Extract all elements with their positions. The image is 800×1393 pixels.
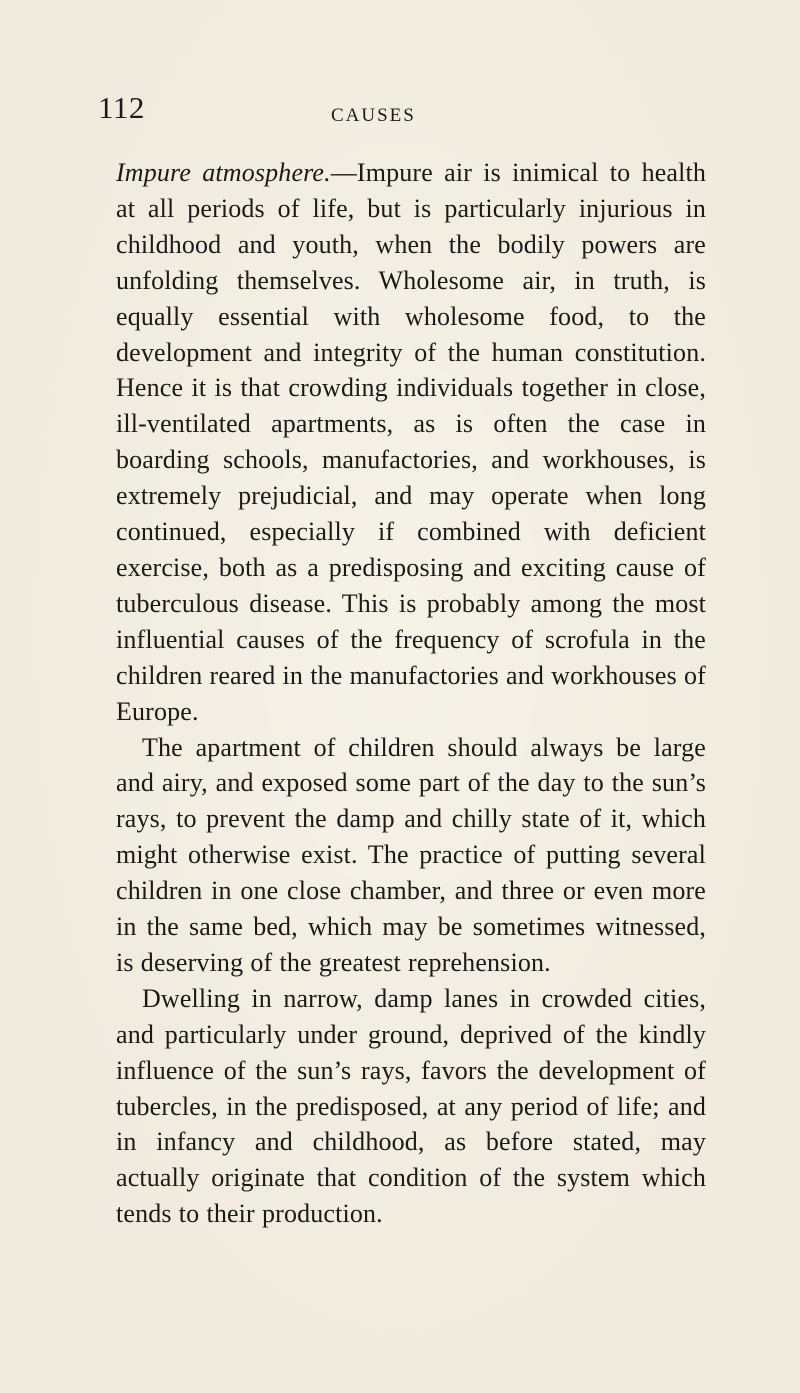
paragraph-apartment (116, 730, 706, 981)
body-text (116, 155, 706, 1232)
section-heading: Impure atmosphere. (116, 158, 331, 187)
paragraph-text: The apartment of children should always be large and airy, and exposed some part of the day to the sun’s rays, to prevent the damp and chilly state of it, which might otherwise exist. The practice of putting several children in one close chamber, and three or even more in the same bed, which may be sometimes witnessed, is deserving of the greatest reprehension. (116, 732, 706, 977)
paragraph-text: Dwelling in narrow, damp lanes in crowded cities, and particularly under ground, deprived of the kindly influence of the sun’s rays, favors the development of tubercles, in the predisposed, at any period of life; and in infancy and childhood, as before stated, may actually originate that condition of the system which tends to their production. (116, 983, 706, 1229)
page-number: 112 (98, 90, 145, 125)
paragraph-impure-atmosphere (116, 155, 706, 730)
running-head: CAUSES (331, 105, 416, 126)
paragraph-dwelling (116, 981, 706, 1232)
paragraph-text: —Impure air is inimical to health at all periods of life, but is particularly injurious in childhood and youth, when the bodily powers are unfolding themselves. Wholesome air, in truth, is equally essential with wholesome food, to the development and integrity of the human constitution. Hence it is that crowding individuals together in close, ill-ventilated apartments, as is often the case in boarding schools, manufactories, and workhouses, is extremely prejudicial, and may operate when long continued, especially if combined with deficient exercise, both as a predisposing and exciting cause of tuberculous disease. This is probably among the most influential causes of the frequency of scrofula in the children reared in the manufactories and workhouses of Europe. (116, 158, 706, 726)
page-header (98, 92, 698, 132)
